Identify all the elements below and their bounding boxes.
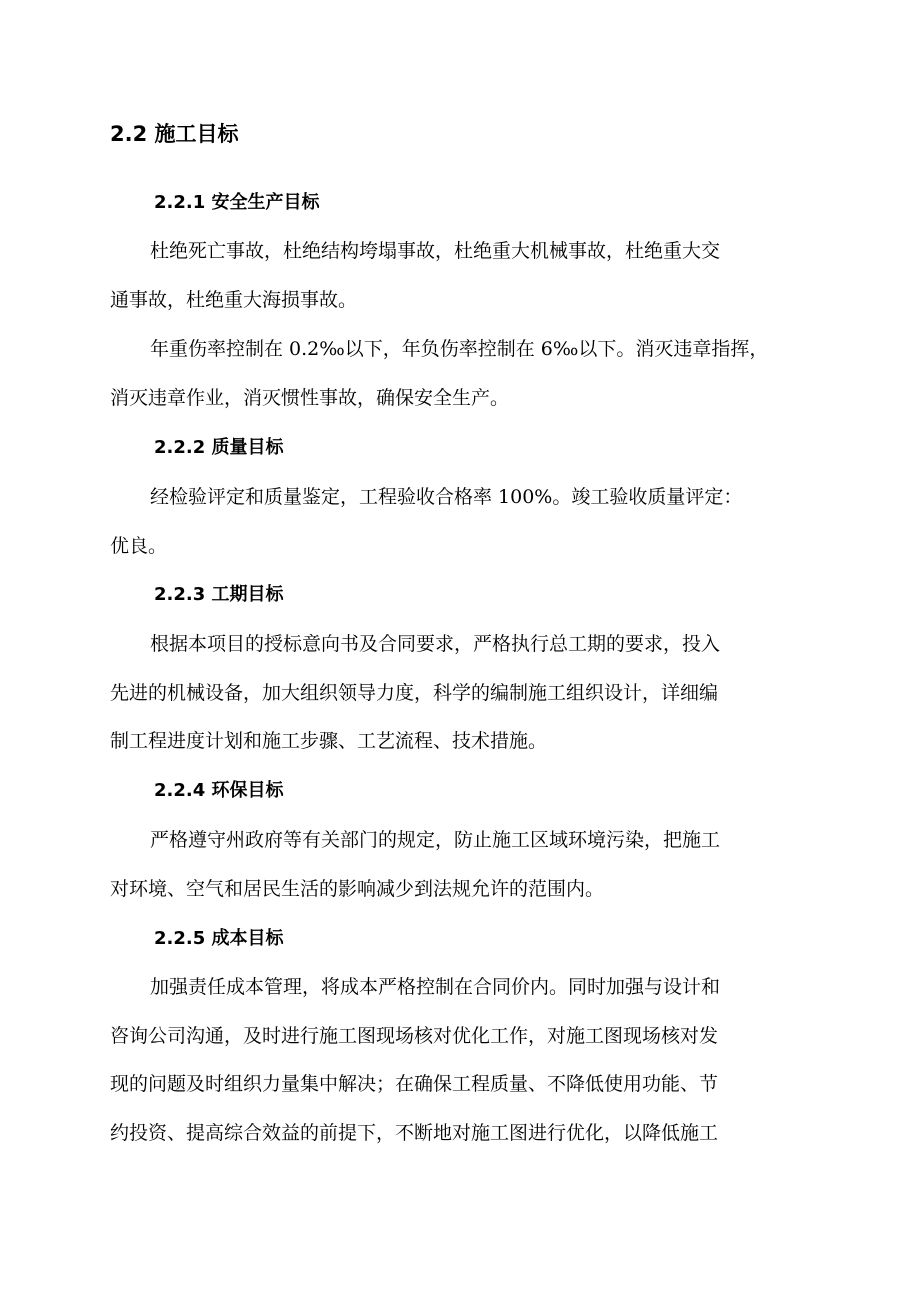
paragraph-cost — [110, 963, 814, 1157]
text-line: 制工程进度计划和施工步骤、工艺流程、技术措施。 — [110, 730, 548, 752]
subsection-title-safety: 2.2.1 安全生产目标 — [154, 192, 320, 213]
text-line: 优良。 — [110, 534, 168, 557]
text-line: 加强责任成本管理，将成本严格控制在合同价内。同时加强与设计和 — [150, 976, 721, 998]
text-line: 消灭违章作业，消灭惯性事故，确保安全生产。 — [110, 386, 510, 409]
text-line: 杜绝死亡事故，杜绝结构垮塌事故，杜绝重大机械事故，杜绝重大交 — [150, 240, 721, 262]
paragraph-safety-1 — [110, 227, 814, 324]
paragraph-safety-2 — [110, 325, 814, 422]
text-line: 咨询公司沟通，及时进行施工图现场核对优化工作，对施工图现场核对发 — [110, 1024, 719, 1047]
text-line: 通事故，杜绝重大海损事故。 — [110, 288, 358, 311]
subsection-title-environment: 2.2.4 环保目标 — [154, 780, 284, 801]
text-line: 现的问题及时组织力量集中解决；在确保工程质量、不降低使用功能、节 — [110, 1073, 719, 1095]
text-line: 经检验评定和质量鉴定，工程验收合格率 100%。竣工验收质量评定： — [150, 486, 743, 508]
section-title: 2.2 施工目标 — [110, 122, 239, 146]
paragraph-environment — [110, 816, 814, 913]
text-line: 年重伤率控制在 0.2‰以下，年负伤率控制在 6‰以下。消灭违章指挥， — [150, 338, 769, 360]
paragraph-schedule — [110, 620, 814, 766]
text-line: 对环境、空气和居民生活的影响减少到法规允许的范围内。 — [110, 877, 605, 900]
paragraph-quality — [110, 473, 814, 570]
text-line: 约投资、提高综合效益的前提下，不断地对施工图进行优化，以降低施工 — [110, 1121, 719, 1144]
subsection-title-quality: 2.2.2 质量目标 — [154, 437, 284, 458]
subsection-title-schedule: 2.2.3 工期目标 — [154, 584, 284, 605]
text-line: 严格遵守州政府等有关部门的规定，防止施工区域环境污染，把施工 — [150, 829, 721, 851]
text-line: 根据本项目的授标意向书及合同要求，严格执行总工期的要求，投入 — [150, 633, 721, 655]
text-line: 先进的机械设备，加大组织领导力度，科学的编制施工组织设计，详细编 — [110, 681, 719, 704]
subsection-title-cost: 2.2.5 成本目标 — [154, 928, 284, 949]
